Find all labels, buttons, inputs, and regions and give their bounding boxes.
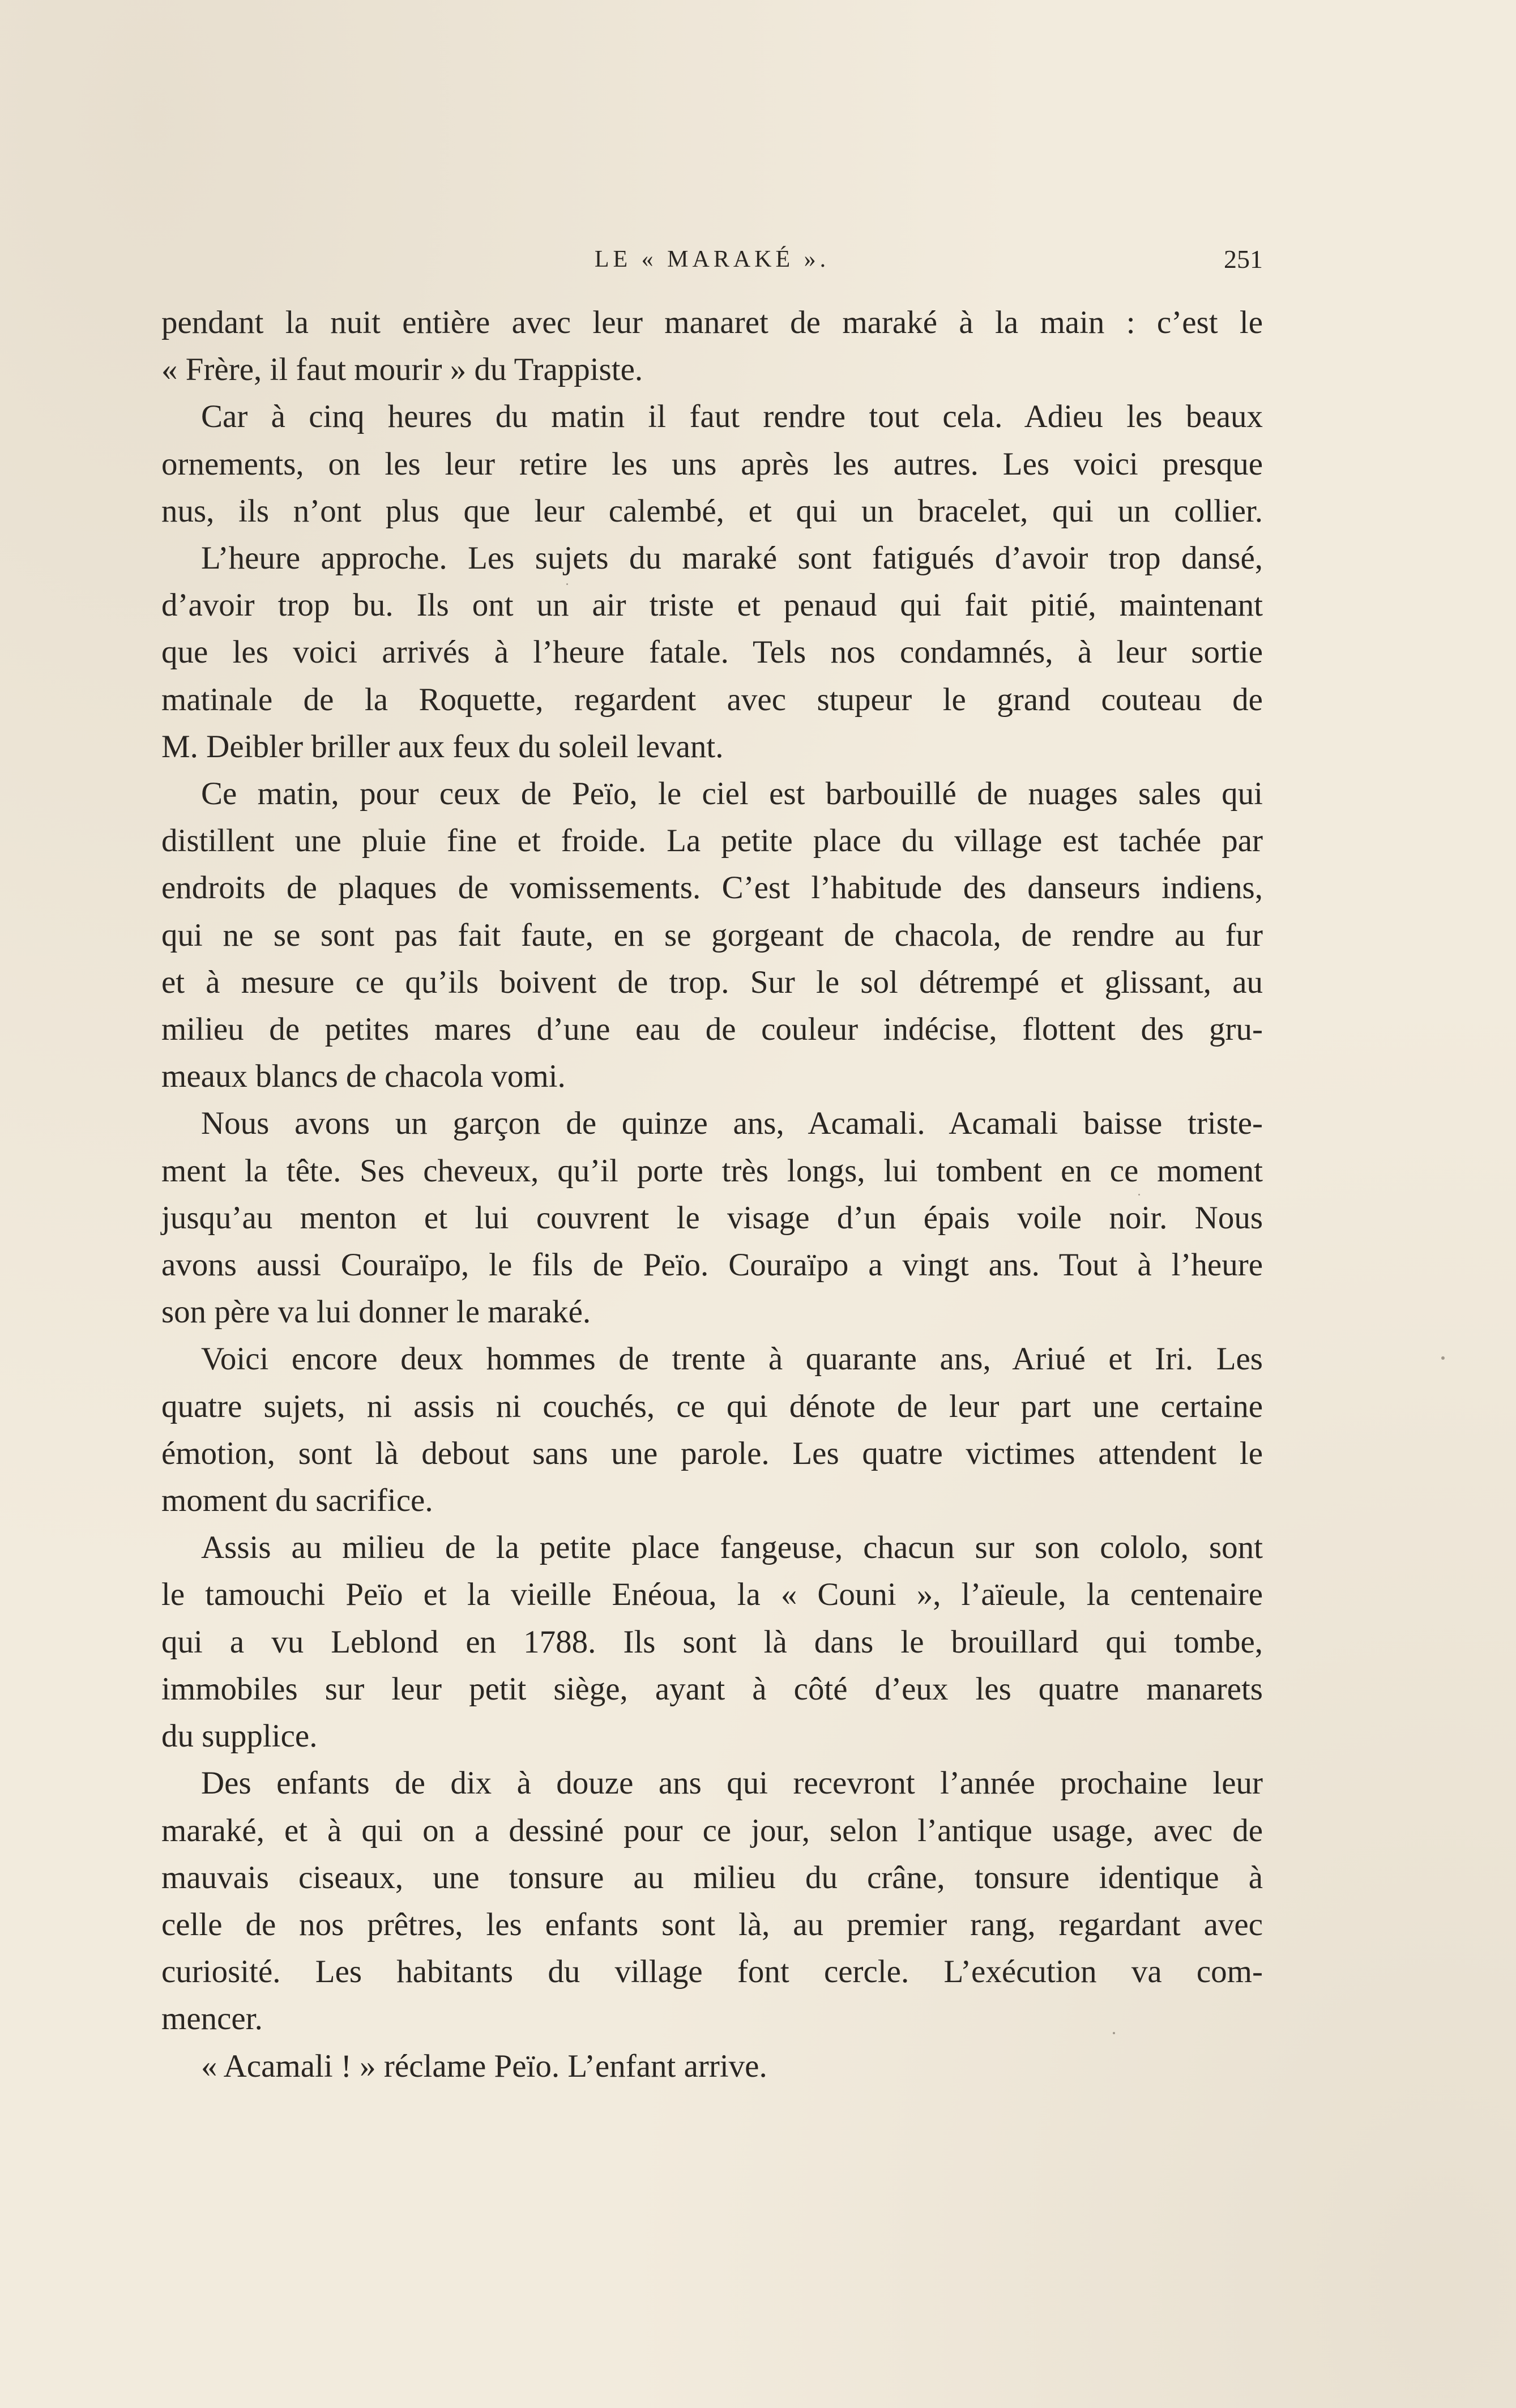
paper-speck	[1441, 1356, 1445, 1360]
text-line: M. Deibler briller aux feux du soleil levant.	[161, 728, 724, 765]
text-line: « Acamali ! » réclame Peïo. L’enfant arrive.	[201, 2048, 767, 2084]
text-line: Car à cinq heures du matin il faut rendre tout cela. Adieu les beaux	[201, 399, 1263, 435]
paper-speck	[566, 583, 568, 585]
text-line: moment du sacrifice.	[161, 1483, 433, 1519]
text-line: Des enfants de dix à douze ans qui recevront l’année prochaine leur	[201, 1765, 1263, 1801]
text-line: mauvais ciseaux, une tonsure au milieu du crâne, tonsure identique à	[161, 1859, 1263, 1895]
text-line: distillent une pluie fine et froide. La petite place du village est tachée par	[161, 823, 1263, 859]
text-line: nus, ils n’ont plus que leur calembé, et qui un bracelet, qui un collier.	[161, 493, 1263, 529]
text-line: Ce matin, pour ceux de Peïo, le ciel est barbouillé de nuages sales qui	[201, 776, 1263, 812]
text-line: qui a vu Leblond en 1788. Ils sont là dans le brouillard qui tombe,	[161, 1624, 1263, 1660]
text-line: immobiles sur leur petit siège, ayant à côté d’eux les quatre manarets	[161, 1671, 1263, 1707]
running-title: LE « MARAKÉ ».	[594, 246, 830, 272]
text-line: « Frère, il faut mourir » du Trappiste.	[161, 352, 643, 388]
page-header	[161, 242, 1263, 276]
text-line: que les voici arrivés à l’heure fatale. Tels nos condamnés, à leur sortie	[161, 634, 1263, 671]
body-text	[161, 299, 1263, 2090]
text-line: d’avoir trop bu. Ils ont un air triste et penaud qui fait pitié, maintenant	[161, 587, 1263, 624]
text-line: ment la tête. Ses cheveux, qu’il porte très longs, lui tombent en ce moment	[161, 1152, 1263, 1189]
text-line: pendant la nuit entière avec leur manaret de maraké à la main : c’est le	[161, 305, 1263, 340]
text-line: avons aussi Couraïpo, le fils de Peïo. Couraïpo a vingt ans. Tout à l’heure	[161, 1247, 1263, 1283]
text-line: Voici encore deux hommes de trente à quarante ans, Ariué et Iri. Les	[201, 1341, 1263, 1377]
text-line: et à mesure ce qu’ils boivent de trop. Sur le sol détrempé et glissant, au	[161, 964, 1263, 1000]
paper-speck	[1138, 1194, 1140, 1196]
text-line: Assis au milieu de la petite place fangeuse, chacun sur son cololo, sont	[201, 1530, 1263, 1566]
text-line: Nous avons un garçon de quinze ans, Acamali. Acamali baisse triste-	[201, 1105, 1263, 1142]
text-line: le tamouchi Peïo et la vieille Enéoua, la « Couni », l’aïeule, la centenaire	[161, 1577, 1263, 1613]
text-line: quatre sujets, ni assis ni couchés, ce qui dénote de leur part une certaine	[161, 1388, 1263, 1424]
text-line: L’heure approche. Les sujets du maraké sont fatigués d’avoir trop dansé,	[201, 540, 1263, 577]
text-line: qui ne se sont pas fait faute, en se gorgeant de chacola, de rendre au fur	[161, 917, 1263, 953]
text-line: émotion, sont là debout sans une parole. Les quatre victimes attendent le	[161, 1435, 1263, 1471]
text-line: mencer.	[161, 2001, 263, 2037]
text-line: curiosité. Les habitants du village font cercle. L’exécution va com-	[161, 1954, 1263, 1990]
text-line: son père va lui donner le maraké.	[161, 1294, 591, 1330]
text-line: du supplice.	[161, 1718, 318, 1754]
page-number: 251	[1224, 245, 1263, 274]
text-line: meaux blancs de chacola vomi.	[161, 1058, 566, 1095]
text-line: jusqu’au menton et lui couvrent le visage d’un épais voile noir. Nous	[161, 1199, 1263, 1236]
paper-speck	[1113, 2032, 1115, 2034]
text-line: celle de nos prêtres, les enfants sont là, au premier rang, regardant avec	[161, 1906, 1263, 1942]
text-line: milieu de petites mares d’une eau de couleur indécise, flottent des gru-	[161, 1011, 1263, 1048]
text-line: ornements, on les leur retire les uns après les autres. Les voici presque	[161, 446, 1263, 482]
text-line: matinale de la Roquette, regardent avec stupeur le grand couteau de	[161, 681, 1263, 718]
text-line: maraké, et à qui on a dessiné pour ce jour, selon l’antique usage, avec de	[161, 1812, 1263, 1848]
text-line: endroits de plaques de vomissements. C’est l’habitude des danseurs indiens,	[161, 870, 1263, 906]
